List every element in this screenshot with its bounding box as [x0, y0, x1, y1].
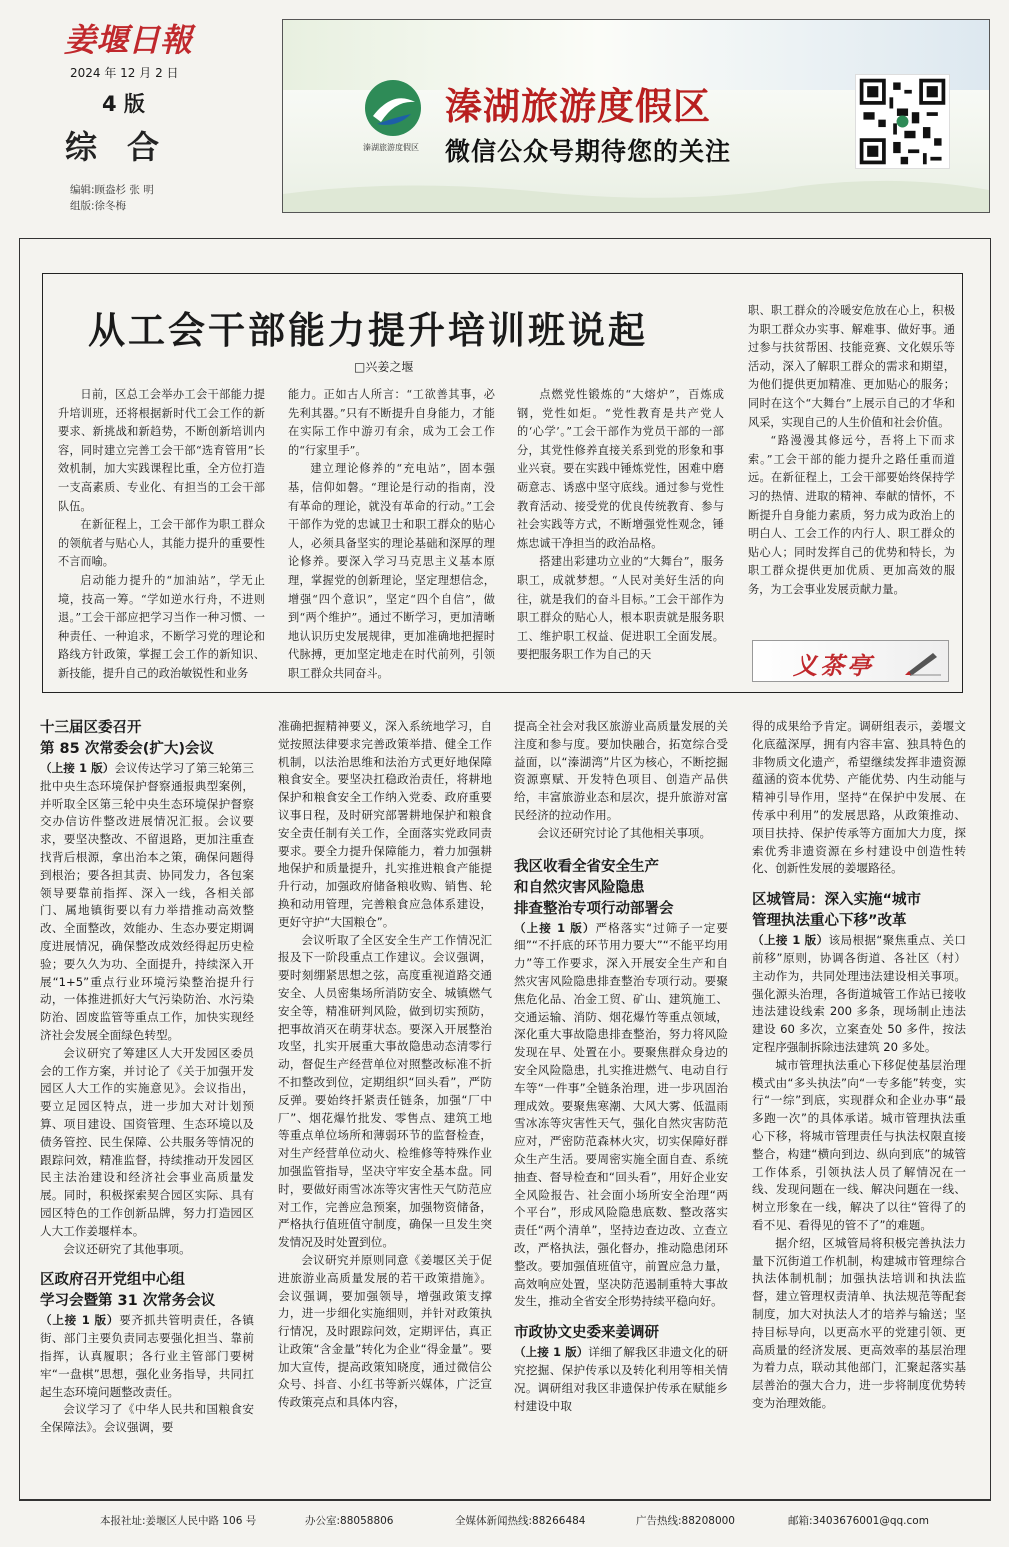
feature-column-4: [748, 302, 955, 600]
pen-icon: [903, 649, 943, 677]
article-text: 详细了解我区非遗文化的研究挖掘、保护传承以及转化利用等相关情况。调研组对我区非遗保护传承在赋能乡村建设中取: [514, 1345, 728, 1413]
continued-tag: （上接 1 版）: [752, 933, 829, 948]
article-lead: [514, 1344, 728, 1415]
issue-date: 2024 年 12 月 2 日: [70, 66, 179, 80]
article-paragraph: 准确把握精神要义，深入系统地学习，自觉按照法律要求完善政策举措、健全工作机制，以法治思维和法治方式更好地保障粮食安全。要坚决扛稳政治责任，将耕地保护和粮食安全工作纳入党委、政府重要议事日程，及时研究部署耕地保护和粮食安全责任制有关工作，全面落实党政同责要求。要全力提升保障能力，着力加强耕地保护和质量提升，扎实推进粮食产能提升行动，加强政府储备粮收购、销售、轮换和动用管理，完善粮食应急体系建设，更好守护“大国粮仓”。: [278, 719, 492, 929]
feature-paragraph: 能力。正如古人所言：“工欲善其事，必先利其器。”只有不断提升自身能力，才能在实际工作中游刃有余，成为工会工作的“行家里手”。: [288, 388, 495, 457]
article-paragraph: 据介绍，区城管局将积极完善执法力量下沉街道工作机制，构建城市管理综合执法体制机制；加强执法培训和执法监督，建立管理权责清单、执法规范等配套制度，加大对执法人才的培养与输送；坚持目标导向，以更高水平的党建引领、更高质量的经济发展、更高效率的基层治理为着力点，联动其他部门，汇聚起落实基层善治的强大合力，进一步将制度优势转变为治理效能。: [752, 1235, 966, 1410]
article-paragraph: 会议还研究了其他事项。: [63, 1241, 191, 1256]
article-paragraph: 会议研究了筹建区人大开发园区委员会的工作方案，并讨论了《关于加强开发园区人大工作的实施意见》。会议指出，要立足园区特点，进一步加大对计划预算、项目建设、国资管理、生态环境以及债务管控、民生保障、公共服务等情况的跟踪问效，精准监督，持续推动开发园区民主法治建设和经济社会事业高质量发展。同时，积极探索契合园区实际、具有园区特色的工作创新品牌，努力打造园区人大工作姜堰样本。: [40, 1045, 254, 1238]
feature-paragraph: “路漫漫其修远兮，吾将上下而求索。”工会干部的能力提升之路任重而道远。在新征程上，工会干部要始终保持学习的热情、进取的精神、奉献的情怀，不断提升自身能力素质，努力成为政治上的明白人、工会工作的内行人、职工群众的贴心人；同时发挥自己的优势和特长，为职工群众提供更加优质、更加高效的服务，为工会事业发展贡献力量。: [748, 434, 955, 596]
headline-standing-committee-line1: 十三届区委召开: [40, 720, 142, 736]
ad-subtitle: 微信公众号期待您的关注: [445, 137, 732, 166]
continued-tag: （上接 1 版）: [514, 920, 596, 935]
page-number: 4 版: [102, 92, 145, 116]
article-lead: [40, 760, 254, 1045]
feature-paragraph: 搭建出彩建功立业的“大舞台”，服务职工，成就梦想。“人民对美好生活的向往，就是我们的奋斗目标。”工会干部作为职工群众的贴心人，根本职责就是服务职工、维护职工权益、促进职工全面发展。要把服务职工作为自己的天: [517, 555, 724, 662]
footer-news-hotline: 全媒体新闻热线:88266484: [455, 1515, 586, 1527]
article-paragraph: 会议还研究讨论了其他相关事项。: [537, 825, 712, 840]
editor-credits: [70, 182, 154, 214]
footer-address: 本报社址:姜堰区人民中路 106 号: [100, 1515, 257, 1527]
ad-title: 溱湖旅游度假区: [445, 85, 711, 128]
footer-ad-hotline: 广告热线:88208000: [636, 1515, 735, 1527]
headline-safety-line2: 和自然灾害风险隐患: [514, 879, 645, 896]
article-paragraph: 提高全社会对我区旅游业高质量发展的关注度和参与度。要加快融合，拓宽综合受益面，以“溱湖湾”片区为核心，不断挖掘资源禀赋、开发特色项目、创造产品供给，丰富旅游业态和层次，提升旅游对富民经济的拉动作用。: [514, 719, 728, 822]
article-paragraph: 会议听取了全区安全生产工作情况汇报及下一阶段重点工作建议。会议强调，要时刻绷紧思想之弦，高度重视道路交通安全、人员密集场所消防安全、城镇燃气安全等，精准研判风险，做到切实预防，把事故消灭在萌芽状态。要深入开展整治攻坚，扎实开展重大事故隐患动态清零行动，督促生产经营单位对照整改标准不折不扣整改到位，定期组织“回头看”，严防反弹。要始终扦紧责任链条，加强“厂中厂”、烟花爆竹批发、零售点、建筑工地等重点单位场所和薄弱环节的监督检查，对生产经营单位动火、检维修等特殊作业加强监管指导，坚决守牢安全基本盘。同时，要做好雨雪冰冻等灾害性天气防范应对工作，完善应急预案，加强物资储备，严格执行值班值守制度，确保一旦发生突发情况及时处置到位。: [278, 932, 492, 1250]
continued-tag: （上接 1 版）: [40, 1313, 120, 1328]
feature-byline: □兴姜之堰: [354, 360, 414, 374]
qr-code-icon[interactable]: [855, 74, 950, 169]
feature-paragraph: 职、职工群众的冷暖安危放在心上，积极为职工群众办实事、解难事、做好事。通过参与扶贫帮困、技能竞赛、文化娱乐等活动，深入了解职工群众的需求和期望，为他们提供更加精准、更加贴心的服务；同时在这个“大舞台”上展示自己的才华和风采，实现自己的人生价值和社会价值。: [748, 304, 955, 429]
article-paragraph: 得的成果给予肯定。调研组表示，姜堰文化底蕴深厚，拥有内容丰富、独具特色的非物质文化遗产，希望继续发挥非遗资源蕴涵的资本优势、产能优势、内生动能与精神引导作用，坚持“在保护中发展、在传承中利用”的发展思路，从政策推动、项目扶持、保护传承等方面加大力度，探索优秀非遗资源在乡村建设中创造性转化、创新性发展的姜堰路径。: [752, 719, 966, 876]
article-paragraph: 会议学习了《中华人民共和国粮食安全保障法》。会议强调，要: [40, 1402, 254, 1435]
article-lead: [752, 932, 966, 1057]
headline-safety-line1: 我区收看全省安全生产: [514, 858, 659, 875]
news-column-2: [278, 718, 492, 1412]
footer-divider: [19, 1500, 991, 1501]
ad-landscape-decoration: [283, 172, 989, 212]
feature-paragraph: 日前，区总工会举办工会干部能力提升培训班，还将根据新时代工会工作的新要求、新挑战和新趋势，不断创新培训内容，同时建立完善工会干部“选育管用”长效机制，加大实践课程比重，全方位打造一支高素质、专业化、有担当的工会干部队伍。: [58, 388, 265, 513]
feature-title: 从工会干部能力提升培训班说起: [88, 308, 648, 352]
news-column-3: [514, 718, 728, 1415]
article-lead: [40, 1312, 254, 1401]
headline-gov-meeting-line2: 学习会暨第 31 次常务会议: [40, 1293, 216, 1310]
editors-line: 编辑:顾盎杉 张 明: [70, 184, 154, 196]
feature-paragraph: 建立理论修养的“充电站”，固本强基，信仰如磐。“理论是行动的指南，没有革命的理论，就没有革命的行动。”工会干部作为党的忠诚卫士和职工群众的贴心人，必须具备坚实的理论基础和深厚的理论修养。要深入学习马克思主义基本原理，掌握党的创新理论，坚定理想信念，增强“四个意识”，坚定“四个自信”，做到“两个维护”。通过不断学习，更加清晰地认识历史发展规律，更加准确地把握时代脉搏，更加坚定地走在时代前列，引领职工群众共同奋斗。: [288, 462, 495, 680]
article-text: 会议传达学习了第三轮第三批中央生态环境保护督察通报典型案例，并听取全区第三轮中央生态环境保护督察交办信访件整改进展情况汇报。会议要求，要坚决整改、不留退路，更加注重查找背后根源，拿出治本之策，确保问题得到根治；要各担其责、协同发力，各包案领导要靠前指挥、深入一线，各相关部门、属地镇街要以有力举措推动高效整改、全面整改，效能办、生态办要定期调度进展情况，确保整改成效经得起历史检验；要久久为功、全面提升，持续深入开展“1+5”重点行业环境污染整治提升行动，一体推进抓好大气污染防治、水污染防治、固废监管等重点工作，加快实现经济社会发展全面绿色转型。: [40, 761, 254, 1042]
headline-urban-management-line2: 管理执法重心下移”改革: [752, 913, 907, 930]
layout-line: 组版:徐冬梅: [70, 200, 127, 212]
feature-paragraph: 启动能力提升的“加油站”，学无止境，技高一筹。“学如逆水行舟，不进则退。”工会干部应把学习当作一种习惯、一种责任、一种追求，不断学习党的理论和路线方针政策，掌握工会工作的新知识、新技能，提升自己的政治敏锐性和业务: [58, 573, 265, 680]
feature-column-2: [288, 386, 495, 684]
masthead-logo: [62, 18, 212, 60]
resort-logo-icon: [363, 78, 423, 138]
svg-text:姜堰日報: 姜堰日報: [64, 21, 193, 59]
feature-column-3: [517, 386, 724, 665]
article-paragraph: 会议研究并原则同意《姜堰区关于促进旅游业高质量发展的若干政策措施》。会议强调，要加强领导，增强政策支撑力，进一步细化实施细则，并针对政策执行情况，及时跟踪问效，定期评估，真正让政策“含金量”转化为企业“得金量”。要加大宣传，提高政策知晓度，通过微信公众号、抖音、小红书等新兴媒体，广泛宣传政策亮点和具体内容，: [278, 1252, 492, 1410]
feature-column-1: [58, 386, 265, 684]
feature-paragraph: 在新征程上，工会干部作为职工群众的领航者与贴心人，其能力提升的重要性不言而喻。: [58, 518, 265, 569]
headline-urban-management-line1: 区城管局：深入实施“城市: [752, 892, 922, 909]
headline-safety-line3: 排查整治专项行动部署会: [514, 900, 674, 917]
article-text: 该局根据“聚焦重点、关口前移”原则，协调各街道、各社区（村）主动作为，共同处理违法建设相关事项。强化源头治理，各街道城管工作站已接收违法建设线索 200 多条，现场制止违法建设 60 多次，立案查处 50 多件，按法定程序强制拆除违法建筑 20 多处。: [752, 933, 966, 1054]
continued-tag: （上接 1 版）: [514, 1345, 589, 1360]
headline-gov-meeting-line1: 区政府召开党组中心组: [40, 1272, 185, 1289]
headline-cppcc-visit: 市政协文史委来姜调研: [514, 1325, 659, 1342]
qr-code-pattern: [856, 75, 949, 168]
news-column-1: [40, 718, 254, 1437]
headline-standing-committee-line2: 第 85 次常委会(扩大)会议: [40, 741, 215, 757]
footer-email: 邮箱:3403676001@qq.com: [788, 1515, 929, 1527]
news-column-4: [752, 718, 966, 1413]
column-badge-label: 义茶亭: [793, 651, 874, 680]
section-title: 综合: [65, 128, 190, 166]
article-text: 严格落实“过筛子一定要细”“不扦底的环节用力要大”“不能平均用力”等工作要求，深入开展安全生产和自然灾害风险隐患排查整治专项行动。要聚焦危化品、冶金工贸、矿山、建筑施工、交通运输、消防、烟花爆竹等重点领域，深化重大事故隐患排查整治，努力将风险发现在早、处置在小。要聚焦群众身边的安全风险隐患，扎实推进燃气、电动自行车等“一件事”全链条治理，进一步巩固治理成效。要聚焦寒潮、大风大雾、低温雨雪冰冻等灾害性天气，强化自然灾害防范应对，严密防范森林火灾，切实保障好群众生产生活。要周密实施全面自查、系统抽查、督导检查和“回头看”，用好企业安全风险报告、社会面小场所安全治理“两个平台”，形成风险隐患底数、整改落实责任“两个清单”，坚持边查边改、立查立改，严格执法，强化督办，推动隐患闭环整改。要加强值班值守，前置应急力量，高效响应处置，坚决防范遏制重特大事故发生，推动全省安全形势持续平稳向好。: [514, 920, 728, 1309]
article-lead: [514, 920, 728, 1312]
tourism-advertisement[interactable]: [282, 19, 990, 213]
column-badge: [752, 640, 949, 682]
resort-logo-caption: 溱湖旅游度假区: [363, 143, 419, 152]
footer-office-phone: 办公室:88058806: [305, 1515, 394, 1527]
article-text: 要齐抓共管明责任，各镇街、部门主要负责同志要强化担当、靠前指挥，认真履职；各行业主管部门要树牢“一盘棋”思想，强化业务指导，共同扛起生态环境问题整改责任。: [40, 1313, 254, 1399]
article-paragraph: 城市管理执法重心下移促使基层治理模式由“多头执法”向“一专多能”转变，实行“一综”到底，实现群众和企业办事“最多跑一次”的具体承诺。城市管理执法重心下移，将城市管理责任与执法权限直接整合，构建“横向到边、纵向到底”的城管工作体系，引领执法人员了解情况在一线、发现问题在一线、解决问题在一线、树立形象在一线，解决了以往“管得了的看不见、看得见的管不了”的难题。: [752, 1057, 966, 1232]
feature-paragraph: 点燃党性锻炼的“大熔炉”，百炼成钢，党性如炬。“党性教育是共产党人的‘心学’。”工会干部作为党员干部的一部分，其党性修养直接关系到党的形象和事业兴衰。要在实践中锤炼党性，困难中磨砺意志、诱惑中坚守底线。通过参与党性教育活动、接受党的优良传统教育、参与社会实践等方式，不断增强党性观念，锤炼忠诚干净担当的政治品格。: [517, 388, 724, 550]
continued-tag: （上接 1 版）: [40, 761, 115, 775]
